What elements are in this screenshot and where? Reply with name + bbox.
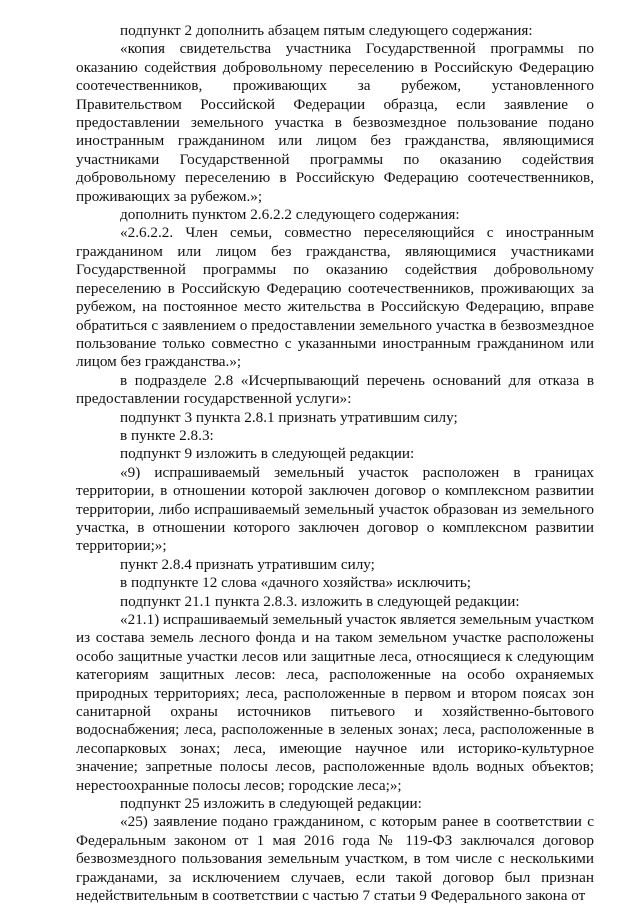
- paragraph-4: «2.6.2.2. Член семьи, совместно переселяющийся с иностранным гражданином или лицом без гражданства, являющимися участниками Государственной программы по оказанию содействия добровольному переселению в Российскую Федерацию соотечественников, проживающих за рубежом, на постоянное место жительства в Российскую Федерацию, вправе обратиться с заявлением о предоставлении земельного участка в безвозмездное пользование только совместно с указанными иностранным гражданином или лицом без гражданства.»;: [76, 224, 594, 371]
- paragraph-5: в подразделе 2.8 «Исчерпывающий перечень оснований для отказа в предоставлении государственной услуги»:: [76, 371, 594, 408]
- paragraph-11: в подпункте 12 слова «дачного хозяйства» исключить;: [120, 574, 471, 592]
- paragraph-7: в пункте 2.8.3:: [120, 426, 214, 444]
- paragraph-15: «25) заявление подано гражданином, с которым ранее в соответствии с Федеральным законом от 1 мая 2016 года № 119-ФЗ заключался договор безвозмездного пользования земельным участком, в том числе с несколькими гражданами, за исключением случаев, если такой договор был признан недействительным в соответствии с частью 7 статьи 9 Федерального закона от: [76, 813, 594, 905]
- paragraph-14: подпункт 25 изложить в следующей редакции:: [120, 795, 422, 813]
- paragraph-2: «копия свидетельства участника Государственной программы по оказанию содействия добровольному переселению в Российскую Федерацию соотечественников, проживающих за рубежом, установленного Правительством Российской Федерации образца, если заявление о предоставлении земельного участка в безвозмездное пользование подано иностранным гражданином или лицом без гражданства, являющимися участниками Государственной программы по оказанию содействия добровольному переселению в Российскую Федерацию соотечественников, проживающих за рубежом.»;: [76, 40, 594, 205]
- document-page: [76, 22, 594, 906]
- paragraph-8: подпункт 9 изложить в следующей редакции:: [120, 445, 415, 463]
- paragraph-1: подпункт 2 дополнить абзацем пятым следующего содержания:: [120, 22, 533, 39]
- paragraph-6: подпункт 3 пункта 2.8.1 признать утратившим силу;: [120, 408, 458, 426]
- paragraph-12: подпункт 21.1 пункта 2.8.3. изложить в следующей редакции:: [120, 592, 520, 610]
- paragraph-3: дополнить пунктом 2.6.2.2 следующего содержания:: [120, 206, 460, 224]
- paragraph-10: пункт 2.8.4 признать утратившим силу;: [120, 555, 375, 573]
- paragraph-9: «9) испрашиваемый земельный участок расположен в границах территории, в отношении которой заключен договор о комплексном развитии территории, либо испрашиваемый земельный участок образован из земельного участка, в отношении которого заключен договор о комплексном развитии территории;»;: [76, 463, 594, 555]
- paragraph-13: «21.1) испрашиваемый земельный участок является земельным участком из состава земель лесного фонда и на таком земельном участке расположены особо защитные участки лесов или защитные леса, относящиеся к следующим категориям защитных лесов: леса, расположенные на особо охраняемых природных территориях; леса, расположенные в первом и втором поясах зон санитарной охраны источников питьевого и хозяйственно-бытового водоснабжения; леса, расположенные в зеленых зонах; леса, расположенные в лесопарковых зонах; леса, имеющие научное или историко-культурное значение; запретные полосы лесов, расположенные вдоль водных объектов; нерестоохранные полосы лесов; городские леса;»;: [76, 611, 594, 794]
